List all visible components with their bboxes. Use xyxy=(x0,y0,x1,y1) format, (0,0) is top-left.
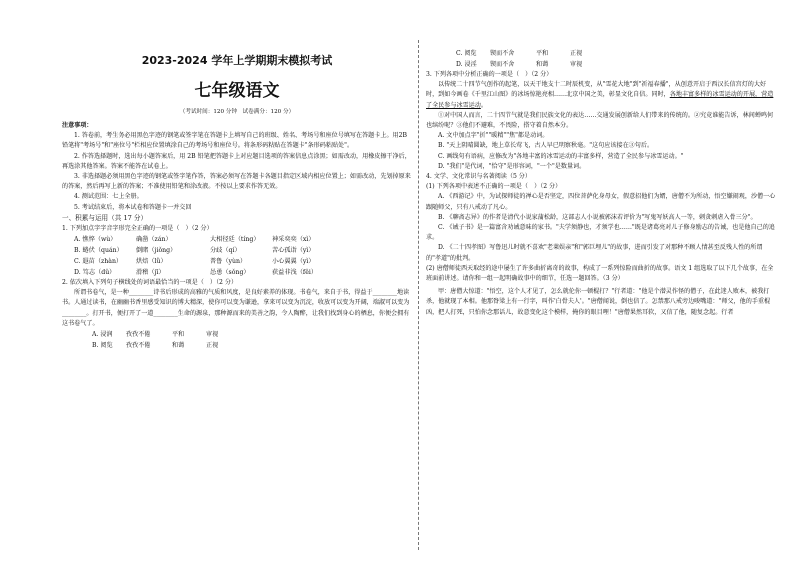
note-item: 1. 答卷前，考生务必用黑色字迹的钢笔或签字笔在答题卡上填写自己的班级、姓名、考场号和座位号填写在答题卡上。用2B铅笔将"考场号"和"座位号"栏相应位置填涂自己的考场号和座位号。将条形码粘贴在答题卡"条形码粘贴处"。 xyxy=(62,132,407,150)
option-cell: 和蔼 xyxy=(172,342,185,350)
option-cell: 正视 xyxy=(570,50,583,57)
column-divider xyxy=(418,40,419,550)
option-cell: 倒睹（jiǒng） xyxy=(136,247,177,255)
section-heading: 一、积累与运用（共 17 分） xyxy=(62,213,148,222)
option-cell: B. 阅览 xyxy=(92,342,113,350)
option-cell: 正视 xyxy=(206,342,219,350)
q3-option: B. "天上阴晴圆缺，地上草长莺飞，古人早已明察秋毫。"这句应该接在③句后。 xyxy=(438,142,654,150)
q3-passage-text: 以传统二十四节气创作的起笔，以天干地支十二时辰机变，从"雪花大地"到"祈福春播"，从创意开启于西汉长信宫灯的大好时，到如今画卷《千里江山图》的冰场惊艳亮相……北京中国之美，彰显文化自信。同时， xyxy=(426,81,767,99)
q2-options-ab xyxy=(62,329,412,351)
option-cell: 孜孜不倦 xyxy=(126,331,151,339)
q4-1-option: B. 《聊斋志异》的作者是清代小说家蒲松龄，这部志人小说被郭沫若评价为"写鬼写妖高人一等，刺贪刺虐入骨三分"。 xyxy=(438,213,757,221)
exam-meta: （考试时间：120 分钟 试卷满分：120 分） xyxy=(179,109,295,115)
note-item: 5. 考试结束后，将本试卷和答题卡一并交回 xyxy=(74,203,192,211)
option-cell: 审视 xyxy=(570,61,583,68)
q3-option: A. 文中加点字"折""暖精""焦"都是动词。 xyxy=(438,132,549,140)
option-cell: 锲而不舍 xyxy=(490,61,515,68)
option-cell: 烘焙（lǜ） xyxy=(136,258,167,266)
note-item: 3. 非选择题必须用黑色字迹的钢笔或签字笔作答，答案必须写在答题卡各题目指定区域内相应位置上；如需改动，先划掉原来的答案，然后再写上新的答案；不准使用铅笔和涂改液。不按以上要求作答无效。 xyxy=(62,173,411,191)
q1-stem: 1. 下列加点字字音字形完全正确的一项是（ ）（2 分） xyxy=(62,224,213,232)
q2-passage: 所谓书卷气，是一种________诗书后形成的高雅的气质和风度，是良好素养的体现。书卷气，来自于书，得益于________地读书。人通过读书，在幽幽书香里感受知识的博大精深，使你可以变为谦逊，拿来可以变为沉淀，收放可以变为开阔，端淑可以变为________。打开书，便打开了一道________生命的源泉，那种源而来的美善之韵，令人陶醉，让我们找到身心的栖息，你便会拥有这书卷气了。 xyxy=(62,289,410,327)
option-cell: 分歧（qí） xyxy=(210,247,241,255)
option-cell: 平和 xyxy=(172,331,185,339)
q3-stem: 3. 下列各项中分析正确的一项是（ ）（2 分） xyxy=(426,71,553,78)
option-cell: 和蔼 xyxy=(536,61,549,68)
option-cell: 锲而不舍 xyxy=(490,50,515,57)
subject-title: 七年级语文 xyxy=(194,81,280,101)
option-cell: C. 阅览 xyxy=(456,50,477,57)
option-cell: 审视 xyxy=(206,331,219,339)
q3-option: D. "我们"是代词，"恰守"是形容词，"一个"是数量词。 xyxy=(438,162,586,170)
q3-underlined-sentence: 各地丰富多样的冰雪运动的开展，营造了全民参与冰雪运动 xyxy=(426,91,774,109)
q4-1-stem: (1) 下列各项中表述不正确的一项是（ ）（2 分） xyxy=(426,183,562,191)
q2-stem: 2. 依次填入下列句子横线处的词语最恰当的一项是（ ）（2 分） xyxy=(62,279,238,287)
q4-1-option: D. 《二十四孝图》写鲁迅儿时就不喜欢"老莱娱亲"和"郭巨埋儿"的故事，进而引发了对那种不顾人情甚至反残人性的所谓的"孝道"的批判。 xyxy=(426,244,763,262)
right-column xyxy=(426,48,776,318)
notes-heading: 注意事项： xyxy=(62,122,93,129)
option-cell: 大相径廷（tíng） xyxy=(210,236,260,244)
option-cell: A. 浸润 xyxy=(92,331,113,339)
option-cell: B. 蜷伏（quán） xyxy=(74,247,123,255)
option-cell: 平和 xyxy=(536,50,549,57)
option-cell: D. 笃志（dǔ） xyxy=(74,269,116,277)
option-cell: 神采奕奕（xì） xyxy=(272,236,315,244)
q3-option: C. 画线句有语病，应修改为"各地丰富的冰雪运动的丰富多样，营造了全民参与冰雪运动。" xyxy=(438,152,684,160)
section-heading: 4. 文学、文化常识与名著阅读（5 分） xyxy=(426,173,531,181)
option-cell: A. 憔悴（wù） xyxy=(74,236,117,244)
exam-title: 2023-2024 学年上学期期末模拟考试 xyxy=(141,54,333,67)
option-cell: 苦心孤诣（yì） xyxy=(272,247,315,255)
option-cell: 孜孜不倦 xyxy=(126,342,151,350)
q3-passage-a xyxy=(426,80,776,111)
option-cell: 滑稽（jī） xyxy=(136,269,165,277)
note-item: 4. 测试范围：七上全册。 xyxy=(74,193,143,201)
q4-2-stem: (2) 唐僧师徒西天取经的途中屡生了许多曲折离奇的故事，构成了一系列惊险而曲折的故事。语文 1 组选取了以下几个故事，在全班面前讲述。请你和一组一起明确故事中的细节，任选一题回答。（3 分） xyxy=(426,264,774,283)
q3-passage-end: 。 xyxy=(480,101,487,109)
option-cell: 普鲁（yùn） xyxy=(210,258,247,266)
q2-options-cd xyxy=(426,48,776,70)
q3-passage-b: ①对中国人而言，二十四节气就是我们民族文化的表达……交通发展创新给人们带来的传统的。②究竟谁能告诉，林间蝉鸣何也缤纷呢？③他们不避难，不畏险，搭守着自然本分。 xyxy=(426,111,774,130)
q4-1-option: C. 《诫子书》是一篇富含劝诫意味的家书。"夫学须静也，才须学也……"既是诸葛亮对儿子修身励志的告诫，也是他自己的追求。 xyxy=(426,224,775,242)
option-cell: 确凿（zán） xyxy=(136,236,172,244)
q4-2-passage: 甲：唐僧大惊道："悟空，这个人才见了，怎么就伦你一顿棍打？"行者道："他是个潜灵作怪的僧子，在此迷人败本，被我打杀，他就现了本相。他那脊梁上有一行字，叫作'白骨夫人'。"唐僧闻说，倒也信了。怎禁那八戒旁边唆嘴道："师父，他的手重棍凶，把人打死，只怕你念那话儿，故意变化这个模样，掩你的眼目哩！"唐僧果然耳软，又信了他，随复念起。行者 xyxy=(426,288,771,316)
option-cell: 小心翼翼（yì） xyxy=(272,258,315,266)
option-cell: 怂恿（sǒng） xyxy=(210,269,250,277)
left-column xyxy=(62,42,412,351)
note-item: 2. 作答选择题时，选出每小题答案后，用 2B 铅笔把答题卡上对应题目选项的答案信息点涂黑；如需改动，用橡皮擦干净后，再选涂其他答案。答案不能答在试卷上。 xyxy=(62,152,411,170)
option-cell: C. 遐苗（zhàn） xyxy=(74,258,123,266)
q4-1-option: A. 《西游记》中，为试探师徒的禅心是否坚定，四位菩萨化身母女，假意招他们为婿，唐僧不为所动，悟空嫌闹观，沙僧一心跟随师父，只有八戒动了凡心。 xyxy=(426,193,776,211)
option-cell: 获益非浅（fěi） xyxy=(272,269,318,277)
q1-options xyxy=(62,234,412,278)
option-cell: D. 浸淫 xyxy=(456,61,477,68)
